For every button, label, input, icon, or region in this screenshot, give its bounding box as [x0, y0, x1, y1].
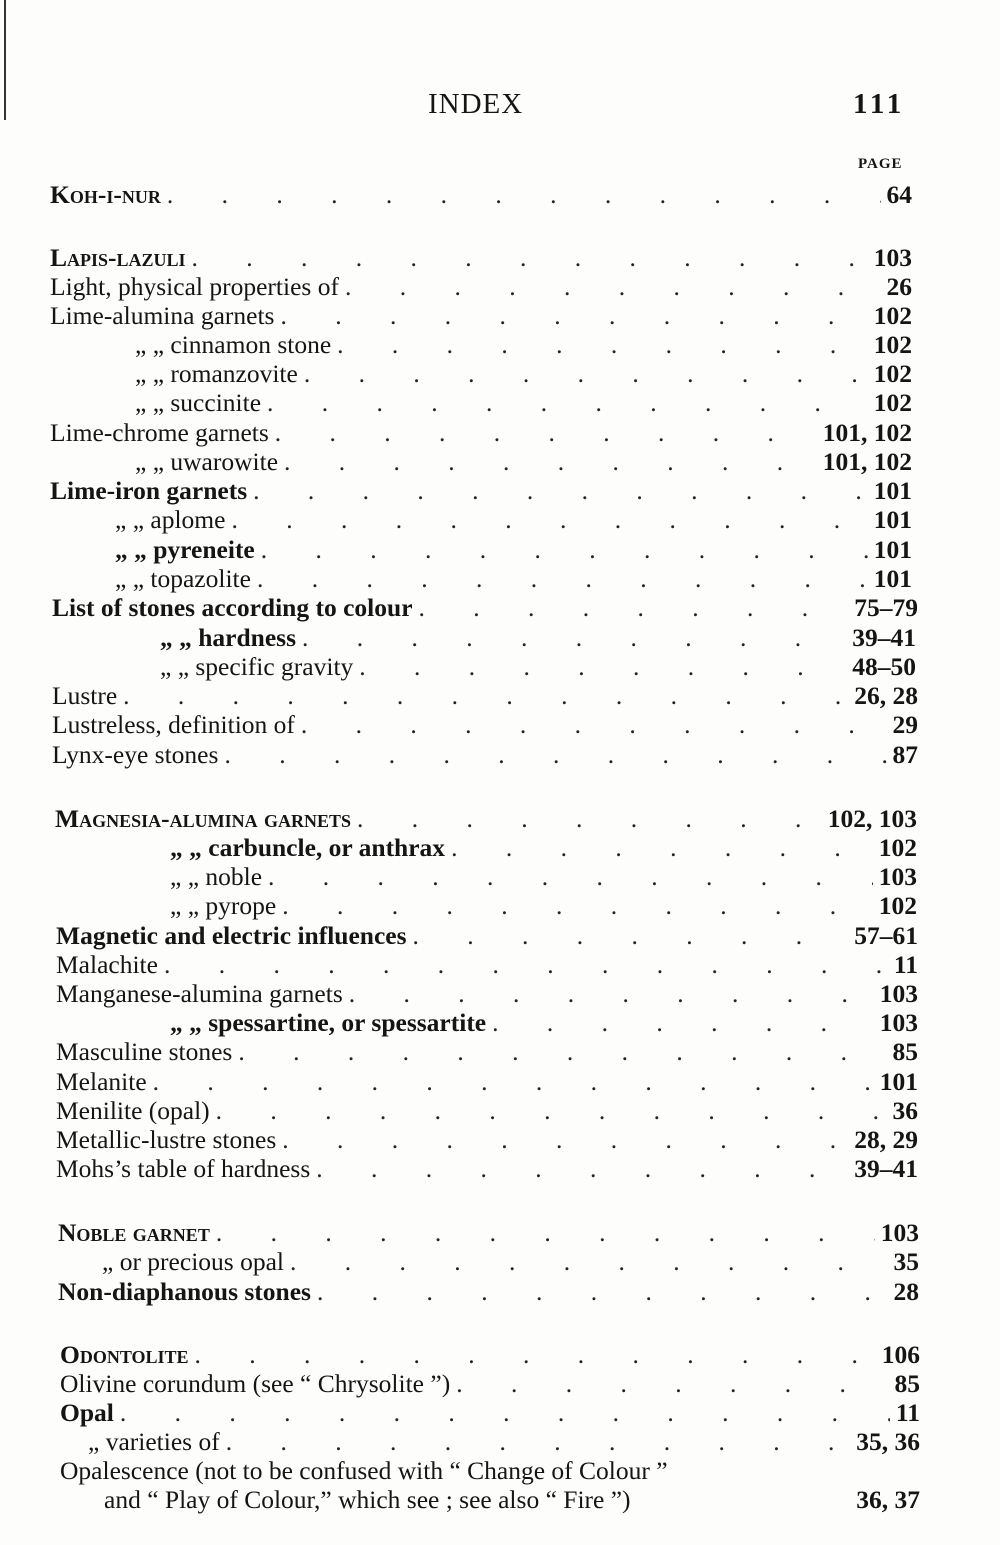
- entry-page: 11: [893, 950, 918, 979]
- leader-dots: [164, 950, 888, 980]
- entry-page: 75–79: [854, 593, 918, 622]
- index-subentry: [160, 623, 916, 653]
- index-subentry: [170, 891, 917, 921]
- entry-page: 87: [892, 740, 918, 769]
- index-entry: [60, 1398, 920, 1428]
- entry-term: Lustre: [52, 681, 118, 710]
- entry-page: 85: [894, 1369, 920, 1398]
- leader-dots: [167, 180, 881, 210]
- leader-dots: [226, 1427, 851, 1457]
- leader-dots: [337, 330, 868, 360]
- index-entry-line: Opalescence (not to be confused with “ Change of Colour ”: [60, 1456, 668, 1485]
- index-entry: [50, 180, 912, 210]
- entry-page: 39–41: [854, 1154, 918, 1183]
- leader-dots: [302, 623, 846, 653]
- entry-page: 101: [873, 564, 912, 593]
- leader-dots: [290, 1247, 888, 1277]
- entry-term: Lime-chrome garnets: [50, 418, 269, 447]
- entry-page: 29: [892, 710, 918, 739]
- leader-dots: [238, 1037, 886, 1067]
- entry-page: 26: [886, 272, 912, 301]
- index-entry: [55, 804, 917, 834]
- index-entry: [56, 1037, 918, 1067]
- entry-term: „ „ aplome: [115, 505, 226, 534]
- index-entry: [52, 681, 918, 711]
- entry-page: 103: [878, 862, 917, 891]
- entry-term: „ „ noble: [170, 862, 263, 891]
- index-entry: [50, 272, 912, 302]
- leader-dots: [492, 1008, 874, 1038]
- leader-dots: [267, 388, 868, 418]
- entry-term: „ or precious opal: [102, 1247, 284, 1276]
- index-subentry: [135, 330, 912, 360]
- leader-dots: [195, 1340, 876, 1370]
- index-entry: [56, 1154, 918, 1184]
- index-entry: [58, 1277, 919, 1307]
- entry-term: „ „ topazolite: [115, 564, 251, 593]
- entry-page: 102: [878, 891, 917, 920]
- entry-term: List of stones according to colour: [52, 593, 413, 622]
- leader-dots: [282, 891, 873, 921]
- entry-term: Noble garnet: [58, 1218, 210, 1247]
- index-entry: [50, 476, 912, 506]
- index-subentry: [170, 1008, 918, 1038]
- index-subentry: [88, 1427, 920, 1457]
- entry-term: „ „ uwarowite: [135, 447, 279, 476]
- entry-page: 35: [893, 1247, 919, 1276]
- leader-dots: [284, 447, 817, 477]
- leader-dots: [216, 1218, 875, 1248]
- index-entry-continuation: [104, 1485, 920, 1515]
- entry-page: 85: [892, 1037, 918, 1066]
- index-entry: [50, 301, 912, 331]
- index-entry: [50, 243, 912, 273]
- entry-page: 36, 37: [856, 1485, 920, 1514]
- index-entry: [60, 1369, 920, 1399]
- index-entry: [52, 593, 918, 623]
- index-entry: [56, 1125, 918, 1155]
- index-subentry: [160, 652, 916, 682]
- index-entry: [52, 740, 918, 770]
- entry-term: Lime-iron garnets: [50, 476, 248, 505]
- entry-page: 57–61: [854, 921, 918, 950]
- index-subentry: [170, 833, 917, 863]
- entry-term: Malachite: [56, 950, 158, 979]
- entry-page: 36: [892, 1096, 918, 1125]
- entry-term: Non-diaphanous stones: [58, 1277, 311, 1306]
- entry-page: 101: [873, 535, 912, 564]
- entry-page: 102: [873, 359, 912, 388]
- entry-term: Lynx-eye stones: [52, 740, 219, 769]
- index-entry: [56, 950, 918, 980]
- entry-term: „ „ romanzovite: [135, 359, 298, 388]
- entry-page: 103: [873, 243, 912, 272]
- entry-term: „ „ pyrope: [170, 891, 277, 920]
- leader-dots: [216, 1096, 887, 1126]
- index-subentry: [115, 505, 912, 535]
- entry-term: Lime-alumina garnets: [50, 301, 275, 330]
- entry-page: 26, 28: [854, 681, 918, 710]
- leader-dots: [123, 681, 848, 711]
- index-entry: [56, 1067, 918, 1097]
- entry-term: „ „ succinite: [135, 388, 262, 417]
- entry-term: Magnetic and electric influences: [56, 921, 407, 950]
- entry-term: Melanite: [56, 1067, 147, 1096]
- leader-dots: [282, 1125, 848, 1155]
- entry-term: Menilite (opal): [56, 1096, 210, 1125]
- page-number: 111: [853, 88, 906, 120]
- entry-page: 103: [879, 979, 918, 1008]
- entry-page: 101, 102: [822, 447, 912, 476]
- leader-dots: [275, 418, 817, 448]
- entry-page: 28, 29: [854, 1125, 918, 1154]
- entry-page: 102: [873, 388, 912, 417]
- entry-term: and “ Play of Colour,” which see ; see also “ Fire ”): [104, 1485, 631, 1514]
- entry-term: Koh-i-nur: [50, 180, 161, 209]
- leader-dots: [301, 710, 887, 740]
- entry-page: 101: [873, 476, 912, 505]
- index-subentry: [135, 447, 912, 477]
- leader-dots: [317, 1277, 888, 1307]
- index-subentry: [135, 388, 912, 418]
- index-subentry: [102, 1247, 919, 1277]
- leader-dots: [359, 652, 846, 682]
- entry-term: Masculine stones: [56, 1037, 233, 1066]
- leader-dots: [349, 979, 874, 1009]
- entry-page: 102, 103: [827, 804, 917, 833]
- entry-term: Olivine corundum (see “ Chrysolite ”): [60, 1369, 451, 1398]
- entry-page: 35, 36: [856, 1427, 920, 1456]
- leader-dots: [268, 862, 873, 892]
- running-head: [0, 88, 1000, 128]
- entry-term: „ „ hardness: [160, 623, 297, 652]
- page-title: INDEX: [428, 88, 524, 120]
- entry-term: Manganese-alumina garnets: [56, 979, 343, 1008]
- entry-term: „ „ cinnamon stone: [135, 330, 332, 359]
- entry-term: „ „ pyreneite: [115, 535, 255, 564]
- index-entry: [58, 1218, 919, 1248]
- leader-dots: [120, 1398, 890, 1428]
- entry-term: Odontolite: [60, 1340, 189, 1369]
- index-subentry: [115, 535, 912, 565]
- entry-term: „ „ specific gravity: [160, 652, 354, 681]
- leader-dots: [419, 593, 849, 623]
- page-column-label: PAGE: [858, 156, 903, 172]
- leader-dots: [224, 740, 886, 770]
- entry-page: 101: [873, 505, 912, 534]
- entry-term: Opal: [60, 1398, 114, 1427]
- leader-dots: [357, 804, 822, 834]
- leader-dots: [153, 1067, 874, 1097]
- entry-page: 106: [881, 1340, 920, 1369]
- entry-term: „ „ spessartine, or spessartite: [170, 1008, 487, 1037]
- entry-term: Light, physical properties of: [50, 272, 339, 301]
- entry-term: Lapis-lazuli: [50, 243, 186, 272]
- entry-term: „ varieties of: [88, 1427, 220, 1456]
- leader-dots: [316, 1154, 848, 1184]
- entry-page: 48–50: [852, 652, 916, 681]
- entry-page: 28: [893, 1277, 919, 1306]
- leader-dots: [280, 301, 867, 331]
- index-entry: [56, 921, 918, 951]
- leader-dots: [304, 359, 868, 389]
- leader-dots: [451, 833, 873, 863]
- index-entry: [60, 1340, 920, 1370]
- entry-page: 102: [873, 301, 912, 330]
- leader-dots: [261, 535, 868, 565]
- leader-dots: [231, 505, 867, 535]
- index-entry: [56, 979, 918, 1009]
- index-entry: [56, 1096, 918, 1126]
- index-subentry: [135, 359, 912, 389]
- entry-page: 102: [873, 330, 912, 359]
- entry-term: Metallic-lustre stones: [56, 1125, 277, 1154]
- entry-page: 11: [895, 1398, 920, 1427]
- entry-page: 103: [880, 1218, 919, 1247]
- index-entry: [50, 418, 912, 448]
- leader-dots: [257, 564, 868, 594]
- entry-page: 101, 102: [822, 418, 912, 447]
- entry-page: 39–41: [852, 623, 916, 652]
- entry-page: 102: [878, 833, 917, 862]
- index-subentry: [115, 564, 912, 594]
- entry-page: 103: [879, 1008, 918, 1037]
- entry-page: 101: [879, 1067, 918, 1096]
- entry-page: 64: [886, 180, 912, 209]
- entry-term: Mohs’s table of hardness: [56, 1154, 311, 1183]
- entry-term: Magnesia-alumina garnets: [55, 804, 351, 833]
- entry-term: Lustreless, definition of: [52, 710, 295, 739]
- leader-dots: [456, 1369, 888, 1399]
- leader-dots: [413, 921, 849, 951]
- leader-dots: [253, 476, 868, 506]
- leader-dots: [192, 243, 868, 273]
- index-entry: [52, 710, 918, 740]
- entry-term: „ „ carbuncle, or anthrax: [170, 833, 446, 862]
- leader-dots: [345, 272, 881, 302]
- index-subentry: [170, 862, 917, 892]
